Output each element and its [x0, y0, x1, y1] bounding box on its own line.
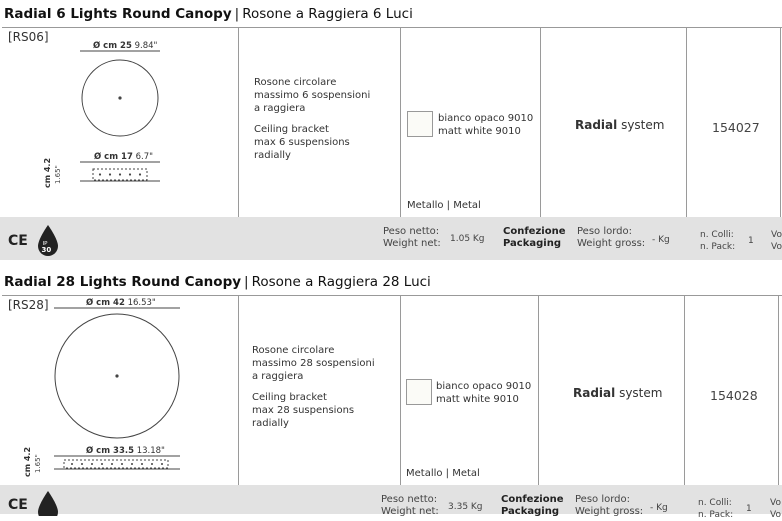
product-title: Radial 28 Lights Round Canopy	[4, 274, 242, 290]
certification-marks	[6, 487, 66, 516]
system-label: Radial system	[573, 386, 663, 400]
gross-weight-value: - Kg	[652, 235, 670, 245]
net-weight-value: 1.05 Kg	[450, 234, 485, 244]
article-number: 154028	[710, 388, 758, 403]
pack-count: 1	[748, 236, 754, 246]
product-title: Radial 6 Lights Round Canopy	[4, 6, 232, 22]
spec-table	[2, 27, 782, 219]
dim-mid-label: Ø cm 33.5	[86, 446, 135, 456]
svg-text:cm 4.2	[43, 158, 52, 188]
svg-text:Ø cm 42 16.53"	[86, 297, 156, 308]
info-footer	[0, 485, 782, 520]
color-label: bianco opaco 9010 matt white 9010	[436, 381, 532, 405]
height-inch: 1.65"	[54, 165, 62, 184]
net-weight-value: 3.35 Kg	[448, 502, 483, 512]
heading-separator: |	[244, 274, 249, 290]
spec-table	[2, 295, 782, 487]
product-heading	[4, 274, 431, 290]
gross-weight-value: - Kg	[650, 503, 668, 513]
packaging-label: Confezione Packaging	[501, 494, 564, 517]
dim-top-label: Ø cm 42	[86, 298, 125, 308]
description-it: Rosone circolare massimo 28 sospensioni a raggiera	[252, 345, 375, 382]
ip-drop-icon	[38, 491, 58, 516]
color-swatch	[407, 111, 433, 137]
pack-count: 1	[746, 504, 752, 514]
svg-text:IP: IP	[42, 241, 48, 247]
heading-separator: |	[234, 6, 240, 22]
net-weight-labels: Peso netto: Weight net:	[383, 226, 441, 249]
product-subtitle: Rosone a Raggiera 6 Luci	[242, 6, 413, 22]
material-label: Metallo | Metal	[406, 468, 480, 479]
product-code: [RS06]	[8, 30, 49, 44]
volume-labels: Vo Vo	[771, 230, 782, 252]
height-inch: 1.65"	[34, 454, 42, 473]
ce-mark: CE	[8, 233, 28, 249]
system-label: Radial system	[575, 118, 665, 132]
description-en: Ceiling bracket max 28 suspensions radially	[252, 392, 355, 429]
description-it: Rosone circolare massimo 6 sospensioni a raggiera	[254, 77, 371, 114]
svg-text:Ø cm 17 6.7"	[94, 151, 153, 162]
product-code: [RS28]	[8, 298, 49, 312]
technical-drawing	[2, 296, 238, 484]
dim-top-inch: 9.84"	[134, 41, 158, 51]
net-weight-labels: Peso netto: Weight net:	[381, 494, 439, 517]
svg-text:30: 30	[41, 246, 52, 254]
svg-text:cm 4.2	[23, 447, 32, 477]
dim-top-inch: 16.53"	[127, 298, 156, 308]
gross-weight-labels: Peso lordo: Weight gross:	[575, 494, 644, 517]
description-en: Ceiling bracket max 6 suspensions radially	[254, 124, 350, 161]
material-label: Metallo | Metal	[407, 200, 481, 211]
product-subtitle: Rosone a Raggiera 28 Luci	[251, 274, 431, 290]
svg-text:1.65"	[34, 454, 42, 473]
certification-marks	[6, 219, 66, 259]
dim-mid-inch: 13.18"	[136, 446, 165, 456]
pack-labels: n. Colli: n. Pack:	[698, 498, 734, 520]
packaging-label: Confezione Packaging	[503, 226, 566, 249]
dim-mid-label: Ø cm 17	[94, 152, 133, 162]
dim-top-label: Ø cm 25	[93, 41, 132, 51]
ce-mark: CE	[8, 497, 28, 513]
volume-labels: Vo Vo	[770, 498, 781, 520]
gross-weight-labels: Peso lordo: Weight gross:	[577, 226, 646, 249]
dim-mid-inch: 6.7"	[135, 152, 154, 162]
pack-labels: n. Colli: n. Pack:	[700, 230, 736, 252]
article-number: 154027	[712, 120, 760, 135]
description	[254, 76, 370, 170]
svg-text:1.65"	[54, 165, 62, 184]
product-rs28	[0, 268, 782, 520]
svg-text:Ø cm 25 9.84"	[93, 40, 158, 51]
info-footer	[0, 217, 782, 260]
product-heading	[4, 6, 413, 22]
color-swatch	[406, 379, 432, 405]
technical-drawing	[2, 28, 238, 216]
color-label: bianco opaco 9010 matt white 9010	[438, 113, 534, 137]
product-rs06	[0, 0, 782, 260]
description	[252, 344, 375, 438]
height-cm: cm 4.2	[23, 446, 32, 477]
svg-text:Ø cm 33.5 13.18"	[86, 445, 165, 456]
height-cm: cm 4.2	[43, 157, 52, 188]
